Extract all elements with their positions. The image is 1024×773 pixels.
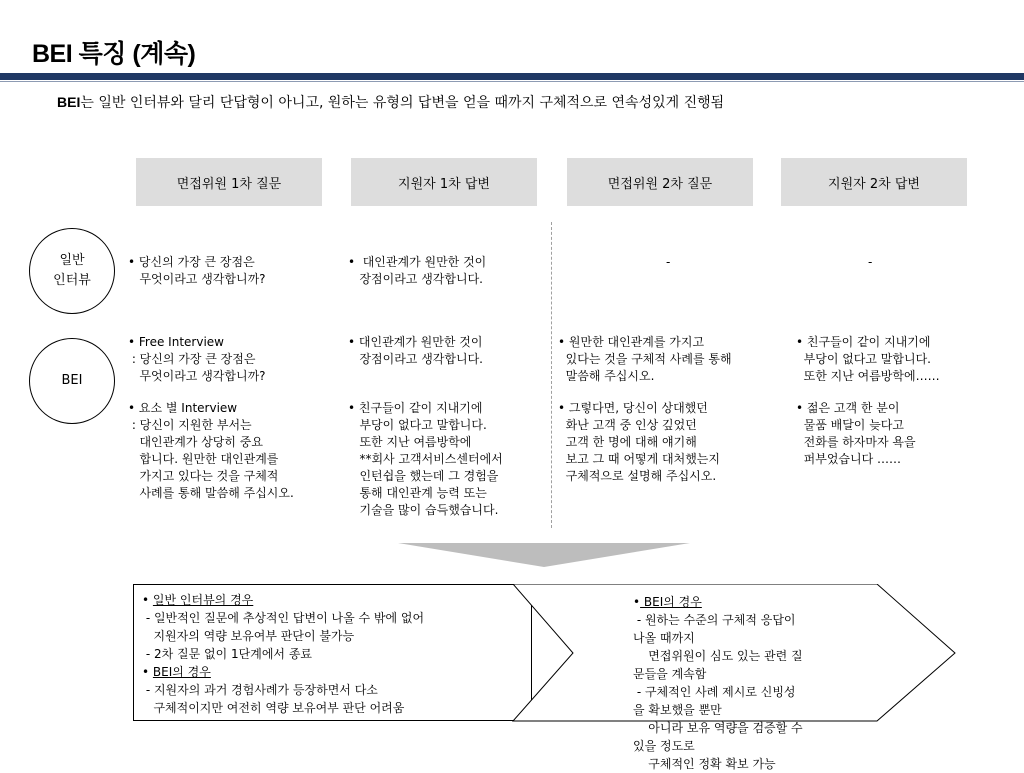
- bei-interviewer-q2-element: • 그렇다면, 당신이 상대했던 화난 고객 중 인상 깊었던 고객 한 명에 대해 얘기해 보고 그 때 어떻게 대처했는지 구체적으로 설명해 주십시오.: [558, 401, 720, 483]
- funnel-arrow: [398, 543, 690, 569]
- column-header-applicant-a2: 지원자 2차 답변: [781, 158, 967, 206]
- general-applicant-a2: -: [868, 255, 873, 269]
- bei-applicant-a2-element: • 젊은 고객 한 분이 물품 배달이 늦다고 전화를 하자마자 욕을 퍼부었습니다 ……: [796, 401, 916, 466]
- bullet: •: [633, 595, 641, 609]
- summary-lines-general: - 일반적인 질문에 추상적인 답변이 나올 수 밖에 없어 지원자의 역량 보유여부 판단이 불가능 - 2차 질문 없이 1단계에서 종료: [145, 611, 425, 661]
- bei-applicant-a1-free: • 대인관계가 원만한 것이 장점이라고 생각합니다.: [348, 335, 483, 366]
- column-header-applicant-a1: 지원자 1차 답변: [351, 158, 537, 206]
- bei-interviewer-q1-free: • Free Interview : 당신의 가장 큰 장점은 무엇이라고 생각합니까?: [128, 335, 266, 383]
- subtitle-text: 는 일반 인터뷰와 달리 단답형이 아니고, 원하는 유형의 답변을 얻을 때까지 구체적으로 연속성있게 진행됨: [80, 95, 725, 111]
- summary-lines-bei: - 지원자의 과거 경험사례가 등장하면서 다소 구체적이지만 여전히 역량 보유여부 판단 어려움: [145, 683, 405, 715]
- bei-applicant-a1-element: • 친구들이 같이 지내기에 부당이 없다고 말합니다. 또한 지난 여름방학에 **회사 고객서비스센터에서 인턴쉽을 했는데 그 경험을 통해 대인관계 능력 또는 기술을 많이 습득했습니다.: [348, 401, 503, 517]
- bei-interviewer-q1-element: • 요소 별 Interview : 당신이 지원한 부서는 대인관계가 상당히 중요 합니다. 원만한 대인관계를 가지고 있다는 것을 구체적 사례를 통해 말씀해 주십시오.: [128, 401, 294, 500]
- general-interview-summary-text: [142, 591, 424, 717]
- summary-heading-bei: BEI의 경우: [152, 665, 211, 679]
- bei-summary-text: [633, 593, 803, 773]
- bullet: •: [142, 593, 153, 607]
- bei-applicant-a2-free: • 친구들이 같이 지내기에 부당이 없다고 말합니다. 또한 지난 여름방학에……: [796, 335, 940, 383]
- column-header-interviewer-q2: 면접위원 2차 질문: [567, 158, 753, 206]
- summary-lines-bei-right: - 원하는 수준의 구체적 응답이 나올 때까지 면접위원이 심도 있는 관련 질 문들을 계속함 - 구체적인 사례 제시로 신빙성 을 확보했을 뿐만 아니라 보유 역량을 검증할 수 있을 정도로 구체적인 정확 확보 가능: [633, 613, 803, 771]
- row-label-general-interview: 일반 인터뷰: [29, 228, 115, 314]
- column-divider: [551, 222, 552, 528]
- page-subtitle: [57, 92, 724, 112]
- bei-interviewer-q2-free: • 원만한 대인관계를 가지고 있다는 것을 구체적 사례를 통해 말씀해 주십시오.: [558, 335, 732, 383]
- column-header-interviewer-q1: 면접위원 1차 질문: [136, 158, 322, 206]
- general-interviewer-q2: -: [666, 255, 671, 269]
- title-divider-thin: [0, 81, 1024, 82]
- subtitle-bold: BEI: [57, 94, 81, 110]
- general-interviewer-q1: • 당신의 가장 큰 장점은 무엇이라고 생각합니까?: [128, 255, 266, 286]
- summary-heading-general: 일반 인터뷰의 경우: [152, 593, 254, 607]
- row-label-bei: BEI: [29, 338, 115, 424]
- general-applicant-a1: • 대인관계가 원만한 것이 장점이라고 생각합니다.: [348, 255, 487, 286]
- bullet: •: [142, 665, 153, 679]
- page-title: BEI 특징 (계속): [32, 40, 196, 68]
- summary-heading-bei-right: BEI의 경우: [640, 595, 702, 609]
- title-divider: [0, 73, 1024, 80]
